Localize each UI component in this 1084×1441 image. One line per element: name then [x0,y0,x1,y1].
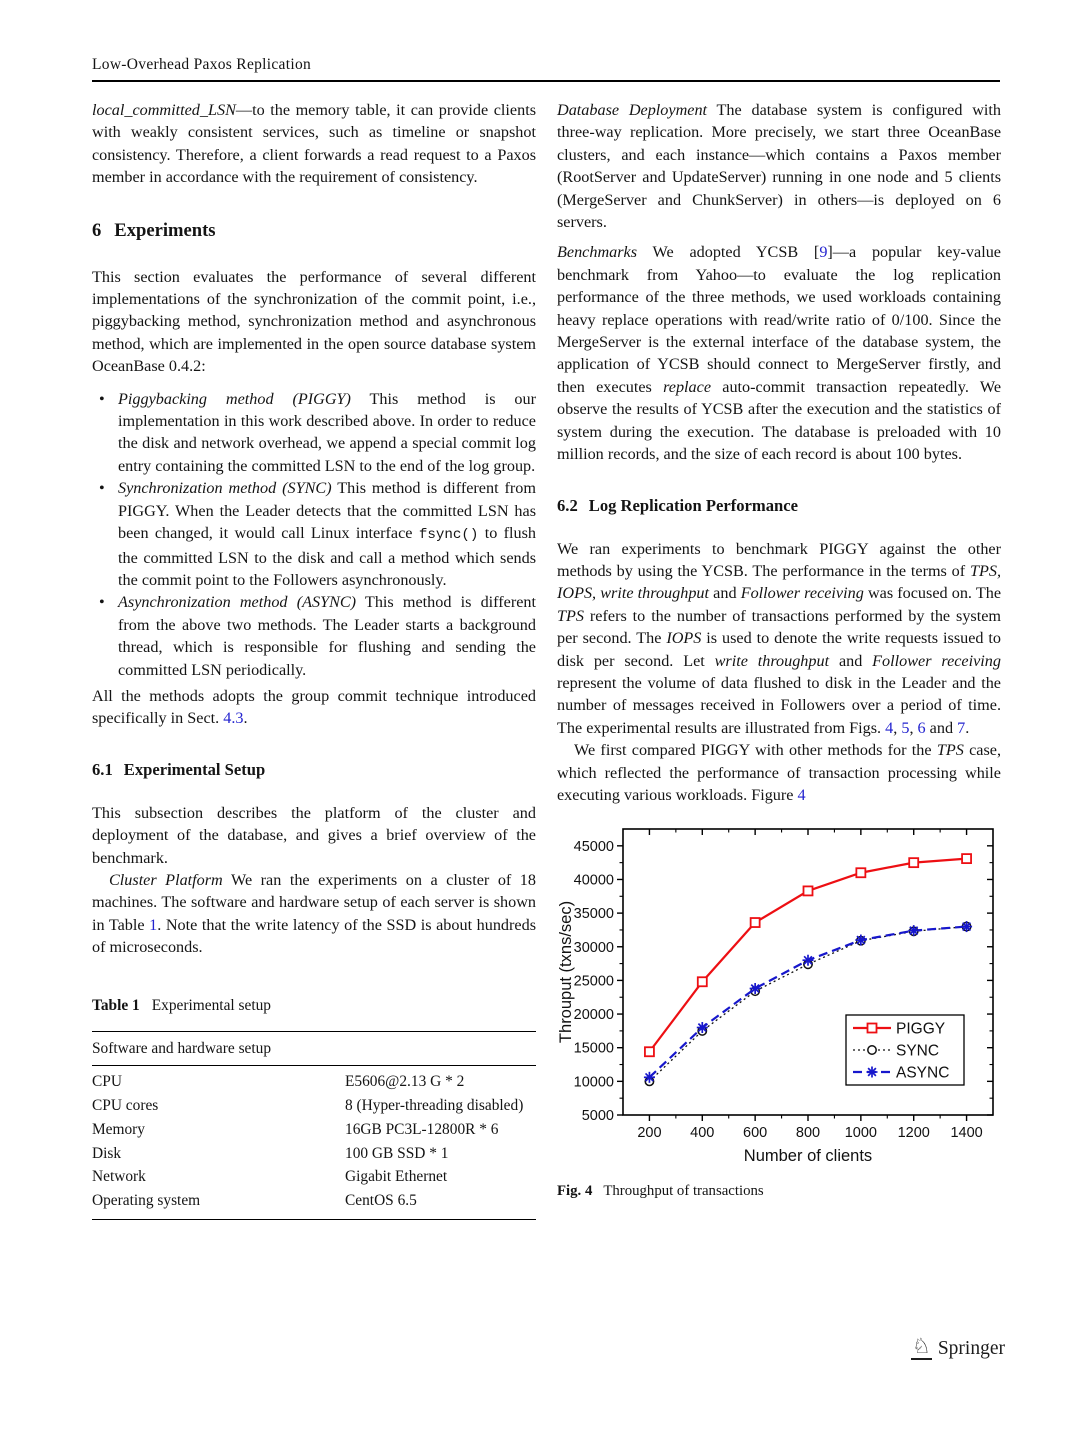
svg-text:10000: 10000 [573,1074,614,1091]
svg-text:40000: 40000 [573,872,614,889]
springer-brand-label: Springer [937,1338,1005,1359]
svg-text:35000: 35000 [573,906,614,923]
bullet-icon: • [99,593,105,612]
table-1-link[interactable]: 1 [149,915,158,934]
svg-text:15000: 15000 [573,1041,614,1058]
running-head: Low-Overhead Paxos Replication [92,56,312,73]
paragraph-group-commit: All the methods adopts the group commit technique introduced specifically in Sect. 4.3. [92,686,536,728]
bullet-piggy: Piggybacking method (PIGGY) This method is our implementation in this work described above. In order to reduce the disk and network overhead, we append a special commit log entry containing the committed LSN to the end of the log group. [118,389,536,475]
svg-text:20000: 20000 [573,1007,614,1024]
figure-5-link[interactable]: 5 [901,718,910,737]
figure-4-link[interactable]: 4 [797,785,806,804]
list-item [92,388,536,478]
springer-brand [911,1336,1005,1360]
svg-text:45000: 45000 [573,839,614,856]
left-column [92,99,536,1220]
svg-text:1400: 1400 [950,1125,983,1142]
svg-text:400: 400 [690,1125,715,1142]
section-6-2-heading: 6.2 Log Replication Performance [557,495,798,515]
paragraph-section6: This section evaluates the performance of several different implementations of the synchronization of the commit point, i.e., piggybacking method, synchronization method and asynchronous method, which are implemented in the open source database system OceanBase 0.4.2: [92,267,536,376]
paragraph-database-deployment: Database Deployment The database system is configured with three-way replication. More precisely, we start three OceanBase clusters, and each instance—which contains a Paxos member (RootServer and UpdateServer) running in one node and 5 clients (MergeServer and ChunkServer) in others—is deployed on 6 servers. [557,101,1001,232]
paragraph-compare: We first compared PIGGY with other methods for the TPS case, which reflected the performance of transaction processing while executing various workloads. Figure 4 [557,741,1001,804]
svg-text:200: 200 [637,1125,662,1142]
table-row: Memory 16GB PC3L-12800R * 6 [92,1120,499,1138]
svg-text:1000: 1000 [844,1125,877,1142]
svg-text:Number of clients: Number of clients [743,1147,873,1166]
svg-text:30000: 30000 [573,940,614,957]
svg-text:800: 800 [795,1125,821,1142]
figure-4-link[interactable]: 4 [885,718,894,737]
paragraph-cluster-platform: Cluster Platform We ran the experiments on a cluster of 18 machines. The software and hardware setup of each server is shown in Table 1. Note that the write latency of the SSD is about hundreds of microseconds. [92,870,536,957]
term-local-committed-lsn: local_committed_LSN [92,101,236,119]
paragraph-benchmarks: Benchmarks We adopted YCSB [9]—a popular key-value benchmark from Yahoo—to evaluate the log replication performance of the three methods, we used workloads containing heavy replace operations with read/write ratio of 0/100. Since the MergeServer is the external interface of the database system, the application of YCSB should connect to MergeServer firstly, and then executes replace auto-commit transaction repeatedly. We observe the results of YCSB after the execution and the statistics of system during the execution. The database is preloaded with 10 million records, and the size of each record is about 100 bytes. [557,243,1001,464]
svg-text:PIGGY: PIGGY [896,1020,946,1038]
table-row: Network Gigabit Ethernet [92,1168,448,1186]
table-row: CPU cores 8 (Hyper-threading disabled) [92,1097,524,1115]
svg-text:ASYNC: ASYNC [896,1064,950,1082]
table-row: Disk 100 GB SSD * 1 [92,1144,449,1162]
bullet-async: Asynchronization method (ASYNC) This method is different from the above two methods. The Leader starts a background thread, which is responsible for flushing and sending the committed LSN periodically. [118,593,536,679]
svg-text:Throuput (txns/sec): Throuput (txns/sec) [557,901,575,1044]
right-column [557,99,1001,1201]
section-6-1-heading: 6.1 Experimental Setup [92,759,266,779]
table-1-body [92,1031,536,1220]
svg-text:1200: 1200 [897,1125,930,1142]
table-1 [92,996,536,1220]
bullet-sync: Synchronization method (SYNC) This method is different from PIGGY. When the Leader detects that the committed LSN has been changed, it would call Linux interface fsync() to flush the committed LSN to the disk and call a method which sends the commit point to the Followers asynchronously. [118,479,537,589]
svg-text:600: 600 [743,1125,768,1142]
paragraph-intro: local_committed_LSN—to the memory table, it can provide clients with weakly consistent services, such as timeline or snapshot consistency. Therefore, a client forwards a read request to a Paxos member in accordance with the requirement of consistency. [92,101,536,187]
fig4-throughput-chart [557,819,1001,1172]
svg-text:25000: 25000 [573,973,614,990]
fsync-code: fsync() [418,527,479,544]
bullet-icon: • [99,479,105,498]
bullet-icon: • [99,389,105,408]
header-rule [92,80,1000,82]
table-1-rows [92,1066,536,1219]
figure-7-link[interactable]: 7 [957,718,966,737]
table-1-subheader: Software and hardware setup [92,1032,536,1066]
table-row: CPU E5606@2.13 G * 2 [92,1073,465,1091]
svg-text:5000: 5000 [581,1108,614,1125]
figure-6-link[interactable]: 6 [917,718,926,737]
list-item [92,591,536,681]
table-1-caption: Table 1 Experimental setup [92,996,272,1014]
section-4-3-link[interactable]: 4.3 [223,709,244,728]
paragraph-setup-overview: This subsection describes the platform of the cluster and deployment of the database, and gives a brief overview of the benchmark. [92,803,536,867]
list-item [92,477,536,591]
reference-9-link[interactable]: 9 [819,243,828,262]
springer-horse-icon: ♘ [912,1334,931,1358]
paragraph-performance: We ran experiments to benchmark PIGGY against the other methods by using the YCSB. The performance in the terms of TPS, IOPS, write throughput and Follower receiving was focused on. The TPS refers to the number of transactions performed by the system per second. The IOPS is used to denote the write requests issued to disk per second. Let write throughput and Follower receiving represent the volume of data flushed to disk in the Leader and the number of messages received in Followers over a period of time. The experimental results are illustrated from Figs. 4, 5, 6 and 7. [557,539,1001,737]
section-6-heading: 6 Experiments [92,219,216,241]
svg-text:SYNC: SYNC [896,1042,940,1060]
method-bullet-list [92,388,536,681]
figure-4-caption: Fig. 4 Throughput of transactions [557,1182,764,1199]
table-row: Operating system CentOS 6.5 [92,1191,417,1209]
